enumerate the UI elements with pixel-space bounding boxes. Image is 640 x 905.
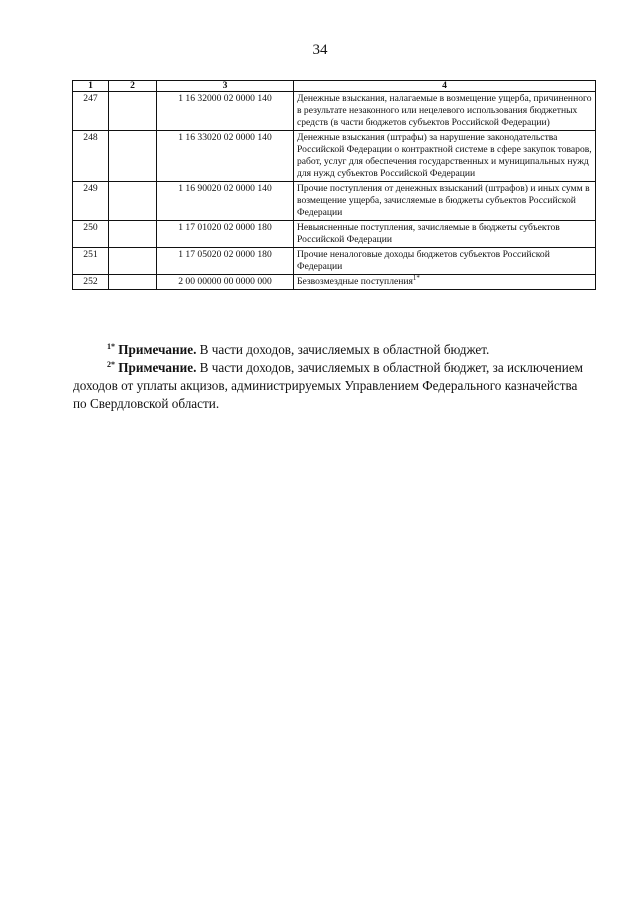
income-name-text: Невыясненные поступления, зачисляемые в бюджеты субъектов Российской Федерации [297, 222, 560, 245]
row-col-2 [109, 221, 157, 248]
income-code: 1 16 33020 02 0000 140 [157, 131, 294, 182]
table-row [73, 221, 596, 248]
income-name-text: Прочие неналоговые доходы бюджетов субъектов Российской Федерации [297, 249, 550, 272]
footnote-1 [73, 341, 585, 359]
row-number: 249 [73, 182, 109, 221]
table-row [73, 248, 596, 275]
income-code: 1 16 90020 02 0000 140 [157, 182, 294, 221]
row-number: 252 [73, 275, 109, 290]
header-col-4: 4 [294, 81, 596, 92]
page-number: 34 [312, 42, 328, 58]
income-code: 1 17 01020 02 0000 180 [157, 221, 294, 248]
row-col-2 [109, 131, 157, 182]
income-codes-table [72, 80, 596, 290]
footnote-2-label: Примечание. [118, 360, 197, 375]
row-number: 248 [73, 131, 109, 182]
footnote-1-label: Примечание. [118, 342, 197, 357]
income-name [294, 248, 596, 275]
table-row [73, 92, 596, 131]
income-name-text: Денежные взыскания, налагаемые в возмещение ущерба, причиненного в результате незаконного или нецелевого использования бюджетных средств (в части бюджетов субъектов Российской Федерации) [297, 93, 592, 128]
table-row [73, 131, 596, 182]
row-col-2 [109, 248, 157, 275]
footnote-2 [73, 359, 585, 413]
footnote-1-mark: 1* [107, 342, 115, 351]
income-name-text: Денежные взыскания (штрафы) за нарушение законодательства Российской Федерации о контрактной системе в сфере закупок товаров, работ, услуг для обеспечения государственных и муниципальных нужд для нужд субъектов Российской Федерации [297, 132, 592, 179]
income-code: 1 16 32000 02 0000 140 [157, 92, 294, 131]
table-row [73, 275, 596, 290]
footnote-reference: 1* [412, 273, 420, 282]
footnote-2-text: В части доходов, зачисляемых в областной бюджет, за исключением доходов от уплаты акцизов, администрируемых Управлением Федерального казначейства по Свердловской области. [73, 360, 584, 411]
table-header-row [73, 81, 596, 92]
income-code: 1 17 05020 02 0000 180 [157, 248, 294, 275]
income-name [294, 182, 596, 221]
table-row [73, 182, 596, 221]
header-col-1: 1 [73, 81, 109, 92]
row-col-2 [109, 275, 157, 290]
row-number: 250 [73, 221, 109, 248]
row-number: 251 [73, 248, 109, 275]
income-name [294, 221, 596, 248]
footnotes [73, 341, 585, 413]
income-name [294, 92, 596, 131]
header-col-3: 3 [157, 81, 294, 92]
row-col-2 [109, 182, 157, 221]
header-col-2: 2 [109, 81, 157, 92]
income-name-text: Безвозмездные поступления [297, 276, 413, 287]
row-col-2 [109, 92, 157, 131]
income-name-text: Прочие поступления от денежных взысканий (штрафов) и иных сумм в возмещение ущерба, зачисляемые в бюджеты субъектов Российской Федерации [297, 183, 590, 218]
income-name [294, 275, 596, 290]
row-number: 247 [73, 92, 109, 131]
footnote-2-mark: 2* [107, 360, 115, 369]
footnote-1-text: В части доходов, зачисляемых в областной бюджет. [196, 342, 490, 357]
income-code: 2 00 00000 00 0000 000 [157, 275, 294, 290]
income-name [294, 131, 596, 182]
